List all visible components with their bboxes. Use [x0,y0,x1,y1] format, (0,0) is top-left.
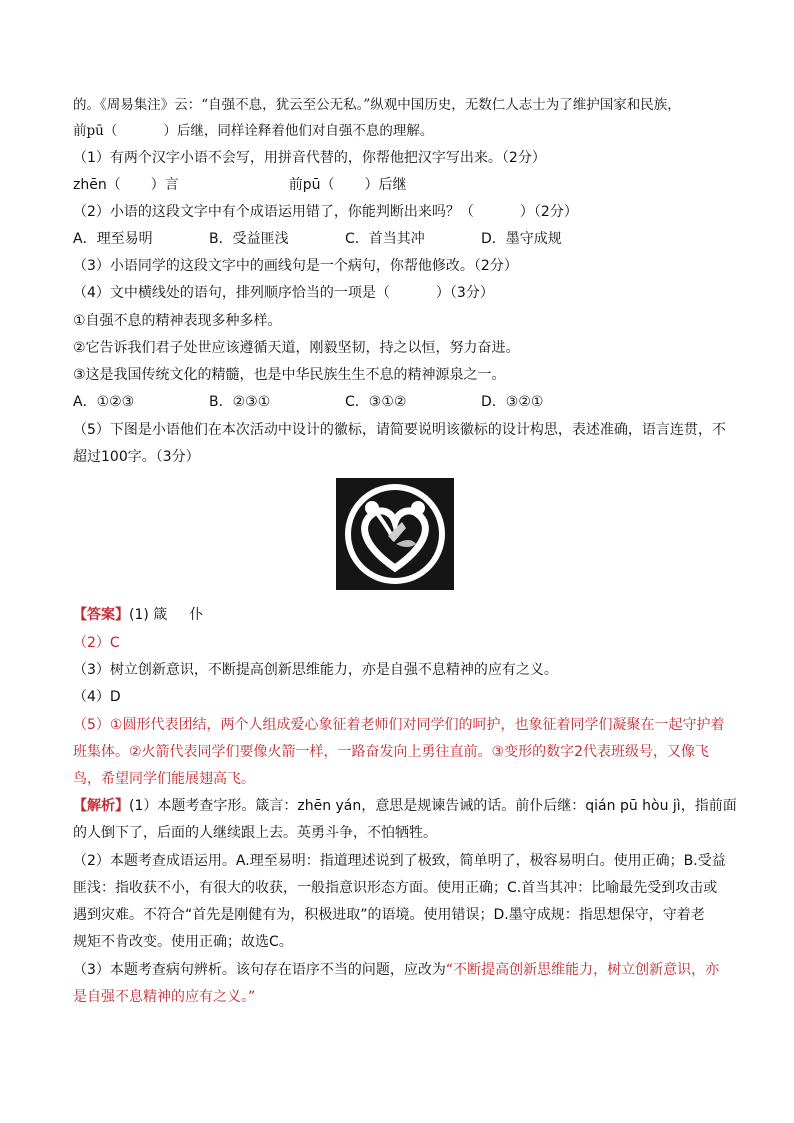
answer-q3: （3）树立创新意识，不断提高创新思维能力，亦是自强不息精神的应有之义。 [73,662,558,678]
q1-answers [73,175,723,195]
analysis-tag: 【解析】 [73,798,129,814]
q2-options [73,229,723,249]
q4-option-a: A．①②③ [73,394,135,410]
intro-line-2 [73,121,723,141]
emblem-graphic [336,478,454,590]
intro-line-1: 的。《周易集注》云：“自强不息，犹云至公无私。”纵观中国历史，无数仁人志士为了维护国家和民族， [73,97,681,113]
q2-stem-post: ）（2分） [519,204,578,220]
q5-line-2: 超过100字。（3分） [73,449,200,465]
answer-q4: （4）D [73,689,121,705]
answer-q1-word-1: 箴 [153,607,168,623]
analysis-q3-text: （3）本题考查病句辨析。该句存在语序不当的问题，应改为 [73,962,446,978]
answer-tag: 【答案】 [73,607,129,623]
q2-option-b: B．受益匪浅 [209,231,289,247]
q4-option-b: B．②③① [209,394,271,410]
q2-option-d: D．墨守成规 [481,231,562,247]
q2-stem [73,202,723,222]
q3-stem: （3）小语同学的这段文字中的画线句是一个病句，你帮他修改。（2分） [73,258,518,274]
heart-rocket-emblem-icon [336,478,454,590]
intro-line-2-pre: 前pū（ [73,123,118,139]
analysis-q1-line-2: 的人倒下了，后面的人继续跟上去。英勇斗争，不怕牺牲。 [73,825,437,841]
q1-a-post: ）言 [150,177,179,193]
q4-stem [73,283,723,303]
q1-a-pre: zhēn（ [73,177,121,193]
q4-option-d: D．③②① [481,394,544,410]
q4-stem-post: ）（3分） [435,285,494,301]
analysis-q2-line-2: 匪浅：指收获不小，有很大的收获，一般指意识形态方面。使用正确；C.首当其冲：比喻最先受到攻击或 [73,880,718,896]
answer-q1-num: (1) [129,607,149,623]
q5-line-1: （5）下图是小语他们在本次活动中设计的徽标，请简要说明该徽标的设计构思，表述准确，语言连贯，不 [73,422,726,438]
intro-line-2-post: ）后继，同样诠释着他们对自强不息的理解。 [163,123,434,139]
analysis-q1-line-1 [73,796,737,816]
answer-q1-word-2: 仆 [189,607,204,623]
q4-option-c: C．③①② [345,394,407,410]
q1-stem: （1）有两个汉字小语不会写，用拼音代替的，你帮他把汉字写出来。（2分） [73,150,546,166]
q2-stem-text: （2）小语的这段文字中有个成语运用错了，你能判断出来吗？（ [73,204,474,220]
q4-options [73,392,723,412]
answer-q2: （2）C [73,635,120,651]
analysis-q2-line-4: 规矩不肯改变。使用正确；故选C。 [73,934,293,950]
analysis-q3-correction: “不断提高创新思维能力，树立创新意识，亦 [445,962,720,978]
answer-q5-line-3: 鸟，希望同学们能展翅高飞。 [73,771,255,787]
answer-q5-line-1: （5）①圆形代表团结，两个人组成爱心象征着老师们对同学们的呵护，也象征着同学们凝聚在一起守护着 [73,717,725,733]
analysis-q2-line-3: 遇到灾难。不符合“首先是刚健有为，积极进取”的语境。使用错误；D.墨守成规：指思想保守，守着老 [73,907,705,923]
analysis-q1-text: (1）本题考查字形。箴言：zhēn yán，意思是规谏告诫的话。前仆后继：qián pū hòu jì，指前面 [129,798,737,814]
analysis-q2-line-1: （2）本题考查成语运用。A.理至易明：指道理述说到了极致，简单明了，极容易明白。使用正确；B.受益 [73,853,726,869]
q4-sentence-3: ③这是我国传统文化的精髓，也是中华民族生生不息的精神源泉之一。 [73,367,506,383]
analysis-q3-line-2: 是自强不息精神的应有之义。” [73,989,256,1005]
q4-sentence-1: ①自强不息的精神表现多种多样。 [73,313,282,329]
q4-stem-text: （4）文中横线处的语句，排列顺序恰当的一项是（ [73,285,390,301]
q2-option-a: A．理至易明 [73,231,153,247]
answer-q5-line-2: 班集体。②火箭代表同学们要像火箭一样，一路奋发向上勇往直前。③变形的数字2代表班级号，又像飞 [73,744,710,760]
q2-option-c: C．首当其冲 [345,231,425,247]
analysis-q3-line-1 [73,960,723,980]
q1-b-pre: 前pū（ [288,177,335,193]
answer-q1 [73,605,723,625]
q4-sentence-2: ②它告诉我们君子处世应该遵循天道，刚毅坚韧，持之以恒，努力奋进。 [73,340,520,356]
q1-b-post: ）后继 [364,177,407,193]
